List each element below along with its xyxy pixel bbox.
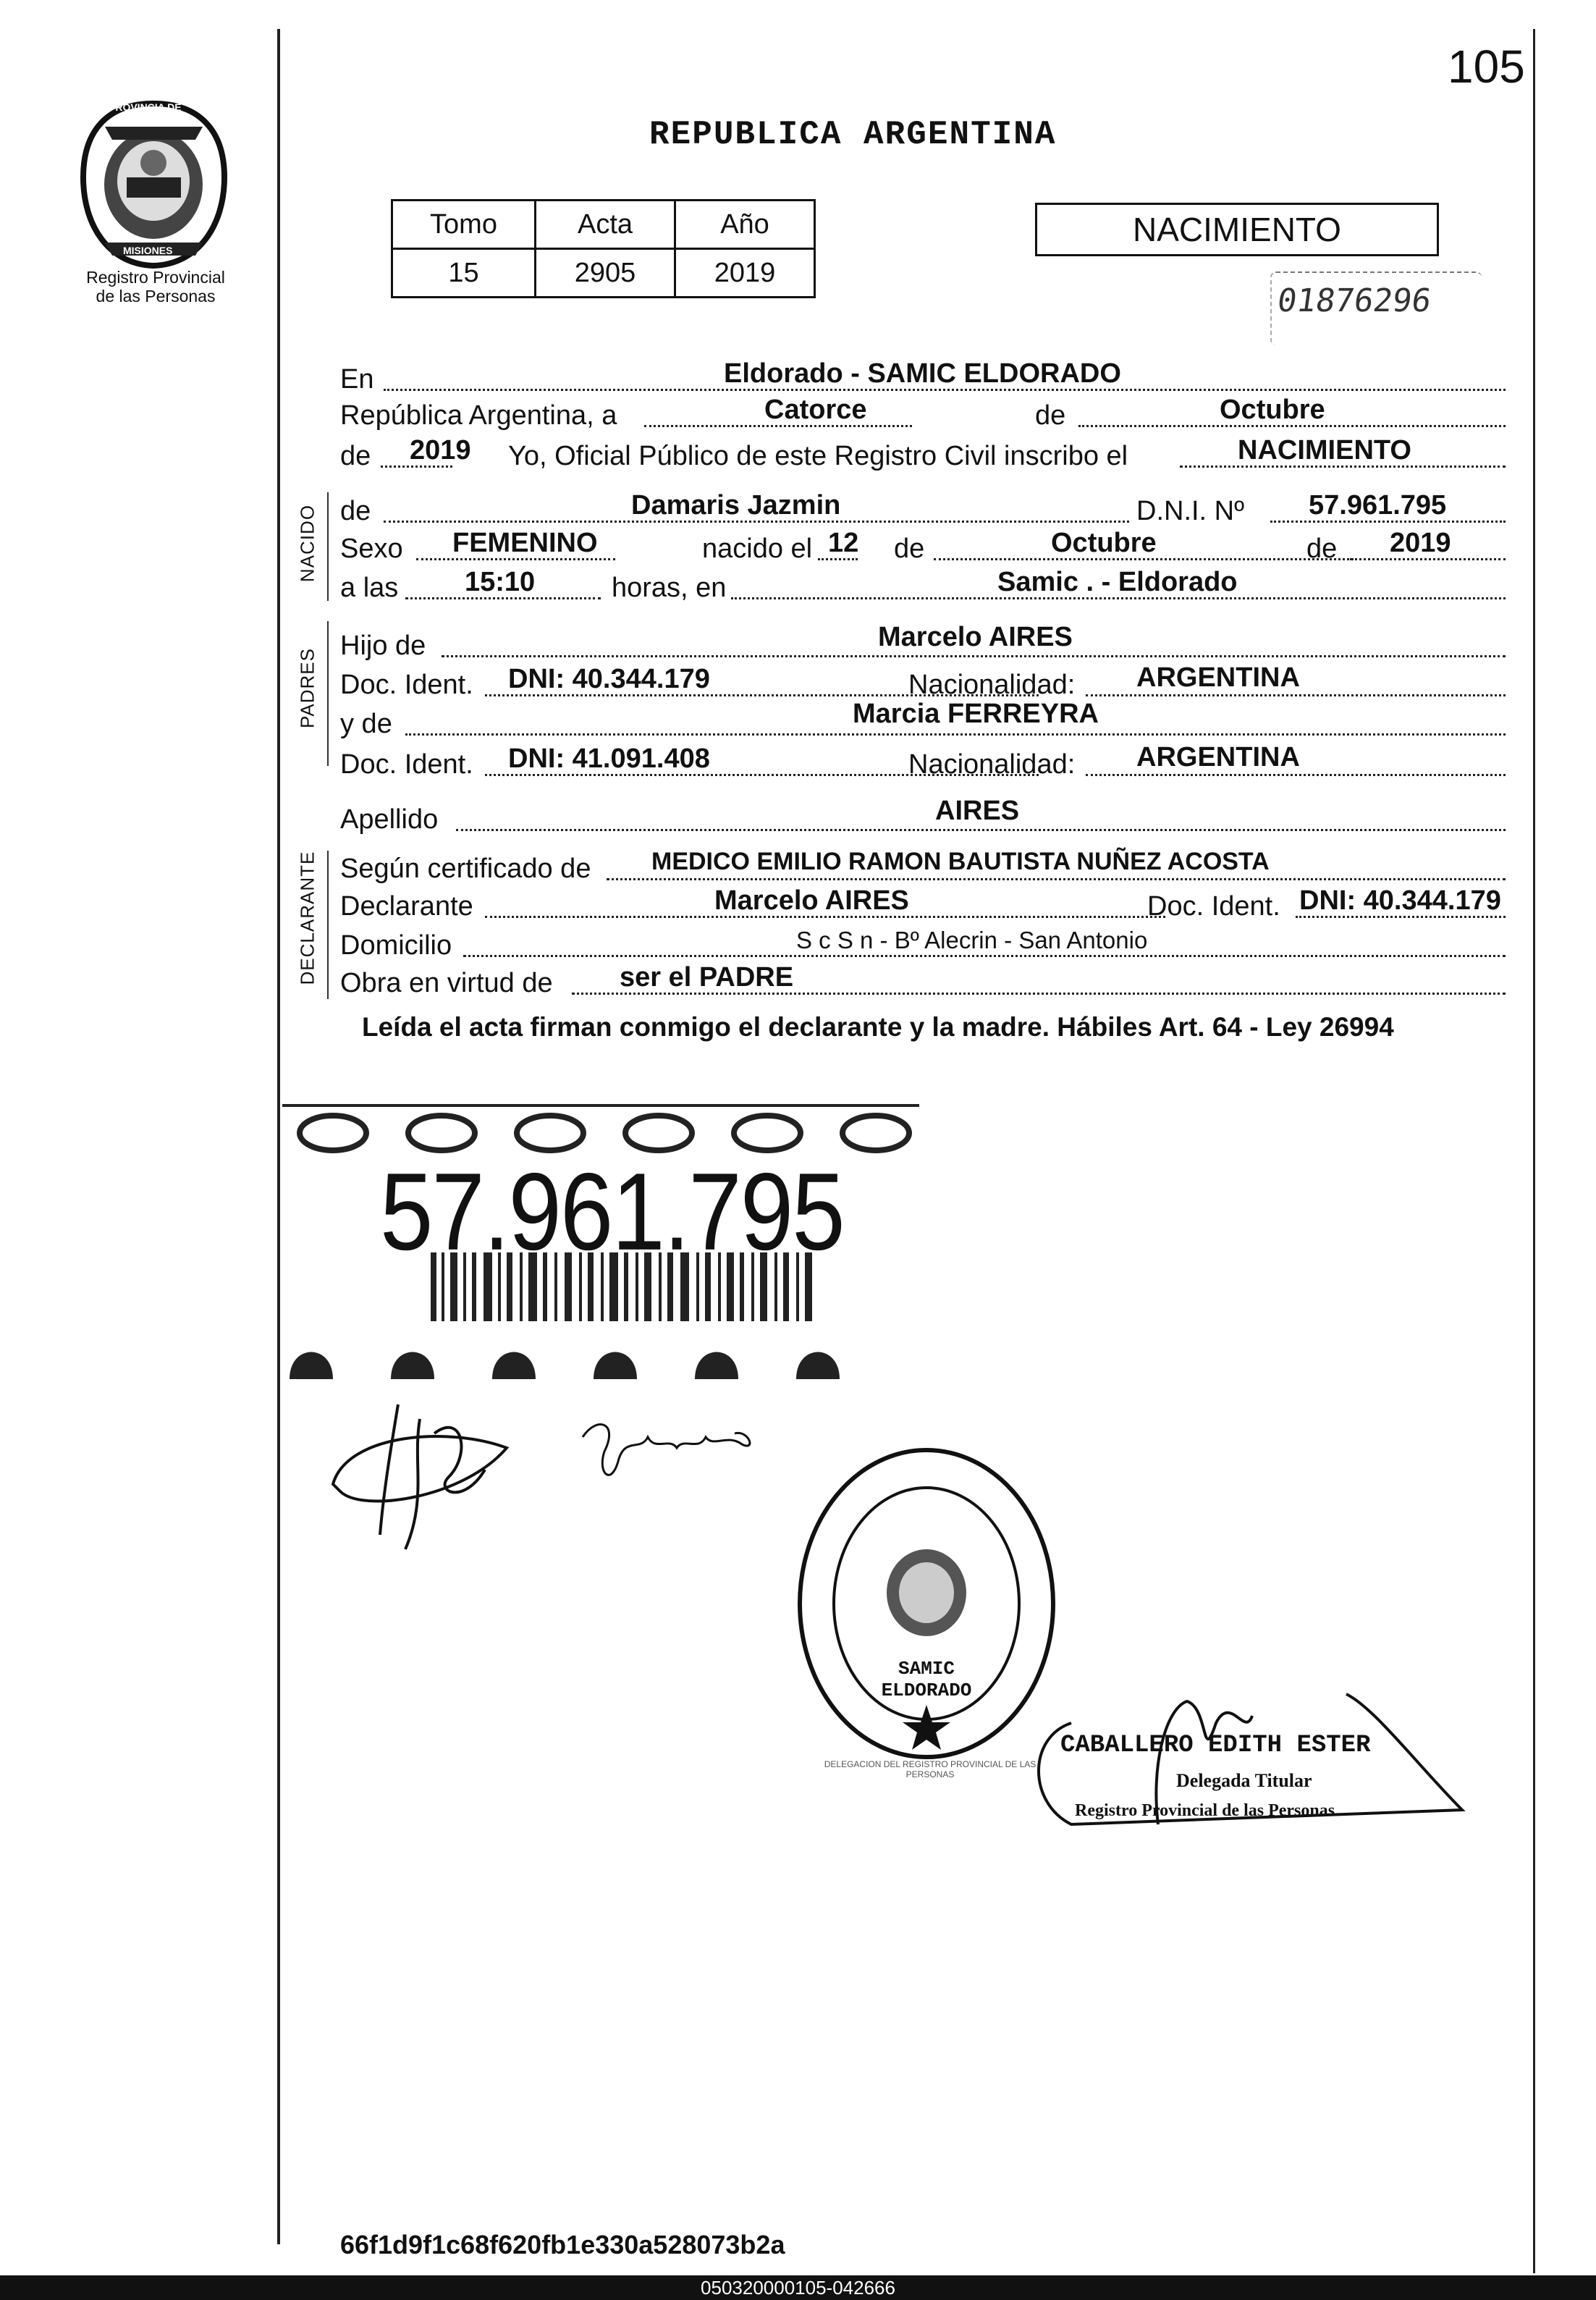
label-sexo: Sexo bbox=[340, 534, 403, 564]
page-number: 105 bbox=[1448, 41, 1525, 93]
acta-header-cell: Tomo bbox=[392, 201, 536, 249]
value-mes: Octubre bbox=[1220, 395, 1325, 425]
row-en bbox=[340, 355, 1506, 395]
value-lugar: Eldorado - SAMIC ELDORADO bbox=[724, 358, 1121, 389]
row-padre-doc bbox=[340, 660, 1506, 701]
label-hijo-de: Hijo de bbox=[340, 631, 426, 661]
row-madre bbox=[340, 699, 1506, 740]
value-obra: ser el PADRE bbox=[620, 962, 794, 993]
label-domicilio: Domicilio bbox=[340, 930, 452, 961]
signatory-office: Registro Provincial de las Personas bbox=[1075, 1801, 1335, 1820]
label-dni: D.N.I. Nº bbox=[1136, 496, 1244, 526]
label-de: de bbox=[340, 496, 371, 526]
serial-stamp: 01876296 bbox=[1275, 282, 1434, 319]
label-nacido: nacido el bbox=[702, 534, 813, 564]
row-domicilio bbox=[340, 921, 1506, 961]
label-segun: Según certificado de bbox=[340, 854, 591, 884]
row-declarante bbox=[340, 882, 1506, 922]
row-republica bbox=[340, 391, 1506, 431]
label-doc-ident: Doc. Ident. bbox=[340, 749, 473, 780]
row-hora bbox=[340, 563, 1506, 604]
value-mes-nac: Octubre bbox=[1051, 528, 1157, 558]
label-nacionalidad: Nacionalidad: bbox=[908, 670, 1076, 700]
value-lugar-nac: Samic . - Eldorado bbox=[997, 567, 1238, 597]
document-title: REPUBLICA ARGENTINA bbox=[649, 116, 1057, 153]
row-madre-doc bbox=[340, 740, 1506, 780]
value-apellido: AIRES bbox=[935, 796, 1020, 826]
seal-top-text: PROVINCIA DE bbox=[109, 101, 182, 113]
label-de: de bbox=[1035, 400, 1066, 431]
row-apellido bbox=[340, 795, 1506, 835]
row-obra bbox=[340, 959, 1506, 999]
padres-bracket bbox=[327, 621, 329, 766]
acta-value-cell: 2019 bbox=[675, 249, 815, 298]
value-declarante-doc: DNI: 40.344.179 bbox=[1299, 885, 1501, 916]
label-de: de bbox=[340, 441, 371, 471]
act-type-box: NACIMIENTO bbox=[1035, 203, 1439, 256]
label-doc-ident: Doc. Ident. bbox=[340, 670, 473, 700]
stamp-inner-text: SAMIC ELDORADO bbox=[881, 1658, 972, 1701]
document-hash: 66f1d9f1c68f620fb1e330a528073b2a bbox=[340, 2230, 785, 2259]
footer-code-bar bbox=[0, 2275, 1596, 2300]
label-yo: Yo, Oficial Público de este Registro Civil inscribo el bbox=[508, 441, 1128, 471]
row-padre bbox=[340, 621, 1506, 662]
value-madre-nac: ARGENTINA bbox=[1136, 742, 1300, 772]
value-madre-doc: DNI: 41.091.408 bbox=[508, 744, 710, 774]
label-de: de bbox=[894, 534, 925, 564]
label-republica: República Argentina, a bbox=[340, 400, 617, 431]
closing-note: Leída el acta firman conmigo el declarante y la madre. Hábiles Art. 64 - Ley 26994 bbox=[362, 1012, 1394, 1042]
value-dni: 57.961.795 bbox=[1309, 490, 1447, 521]
label-horas: horas, en bbox=[612, 573, 727, 603]
row-certificado bbox=[340, 844, 1506, 885]
org-name bbox=[58, 268, 253, 306]
left-margin-line bbox=[277, 29, 280, 2244]
label-a-las: a las bbox=[340, 573, 399, 603]
row-nombre bbox=[340, 486, 1506, 527]
r-mark-row-top bbox=[300, 1116, 909, 1150]
label-en: En bbox=[340, 364, 374, 395]
value-padre-doc: DNI: 40.344.179 bbox=[508, 664, 710, 694]
signatory-name: CABALLERO EDITH ESTER bbox=[1060, 1732, 1371, 1759]
value-dia-num: 12 bbox=[828, 528, 859, 558]
value-certificado: MEDICO EMILIO RAMON BAUTISTA NUÑEZ ACOSTA bbox=[651, 848, 1270, 875]
value-padre-nac: ARGENTINA bbox=[1136, 662, 1300, 693]
sticker-number: 57.961.795 bbox=[380, 1150, 844, 1273]
seal-bottom-text: MISIONES bbox=[123, 245, 173, 256]
value-tipo: NACIMIENTO bbox=[1238, 435, 1411, 466]
label-apellido: Apellido bbox=[340, 804, 439, 835]
registrar-signature bbox=[1013, 1680, 1469, 1846]
declarante-bracket bbox=[327, 851, 329, 999]
value-nombre: Damaris Jazmin bbox=[631, 490, 841, 521]
row-anio bbox=[340, 431, 1506, 472]
org-line2: de las Personas bbox=[96, 287, 216, 306]
value-declarante: Marcelo AIRES bbox=[714, 885, 909, 916]
side-label-padres: PADRES bbox=[296, 648, 318, 728]
acta-value-cell: 15 bbox=[392, 249, 536, 298]
value-sexo: FEMENINO bbox=[452, 528, 598, 558]
row-sexo bbox=[340, 524, 1506, 565]
signatory-role: Delegada Titular bbox=[1176, 1770, 1312, 1791]
acta-table bbox=[391, 199, 816, 298]
label-de: de bbox=[1306, 534, 1338, 564]
label-nacionalidad: Nacionalidad: bbox=[908, 749, 1076, 780]
value-anio: 2019 bbox=[410, 435, 471, 466]
mother-signature bbox=[575, 1408, 771, 1495]
value-anio-nac: 2019 bbox=[1390, 528, 1451, 558]
right-margin-line bbox=[1533, 29, 1535, 2273]
value-padre: Marcelo AIRES bbox=[878, 622, 1073, 652]
serial-stamp-frame bbox=[1270, 271, 1482, 345]
label-declarante: Declarante bbox=[340, 891, 473, 922]
acta-header-cell: Año bbox=[675, 201, 815, 249]
acta-header-cell: Acta bbox=[536, 201, 675, 249]
value-dia-texto: Catorce bbox=[764, 395, 867, 425]
label-obra: Obra en virtud de bbox=[340, 968, 553, 998]
side-label-declarante: DECLARANTE bbox=[296, 851, 318, 985]
acta-table-row bbox=[392, 249, 815, 298]
acta-value-cell: 2905 bbox=[536, 249, 675, 298]
declarant-signature bbox=[318, 1390, 536, 1556]
acta-table-header bbox=[392, 201, 815, 249]
value-domicilio: S c S n - Bº Alecrin - San Antonio bbox=[796, 927, 1148, 953]
org-line1: Registro Provincial bbox=[86, 268, 225, 287]
r-mark-row-bottom bbox=[290, 1352, 840, 1380]
stamp-ring-text: DELEGACION DEL REGISTRO PROVINCIAL DE LAS PERSONAS bbox=[824, 1759, 1036, 1779]
footer-code: 050320000105-042666 bbox=[701, 2277, 895, 2299]
side-label-nacido: NACIDO bbox=[296, 504, 318, 583]
label-y-de: y de bbox=[340, 709, 392, 739]
label-doc-ident: Doc. Ident. bbox=[1147, 891, 1280, 922]
nacido-bracket bbox=[327, 492, 329, 601]
value-hora: 15:10 bbox=[465, 567, 536, 597]
value-madre: Marcia FERREYRA bbox=[853, 699, 1099, 729]
